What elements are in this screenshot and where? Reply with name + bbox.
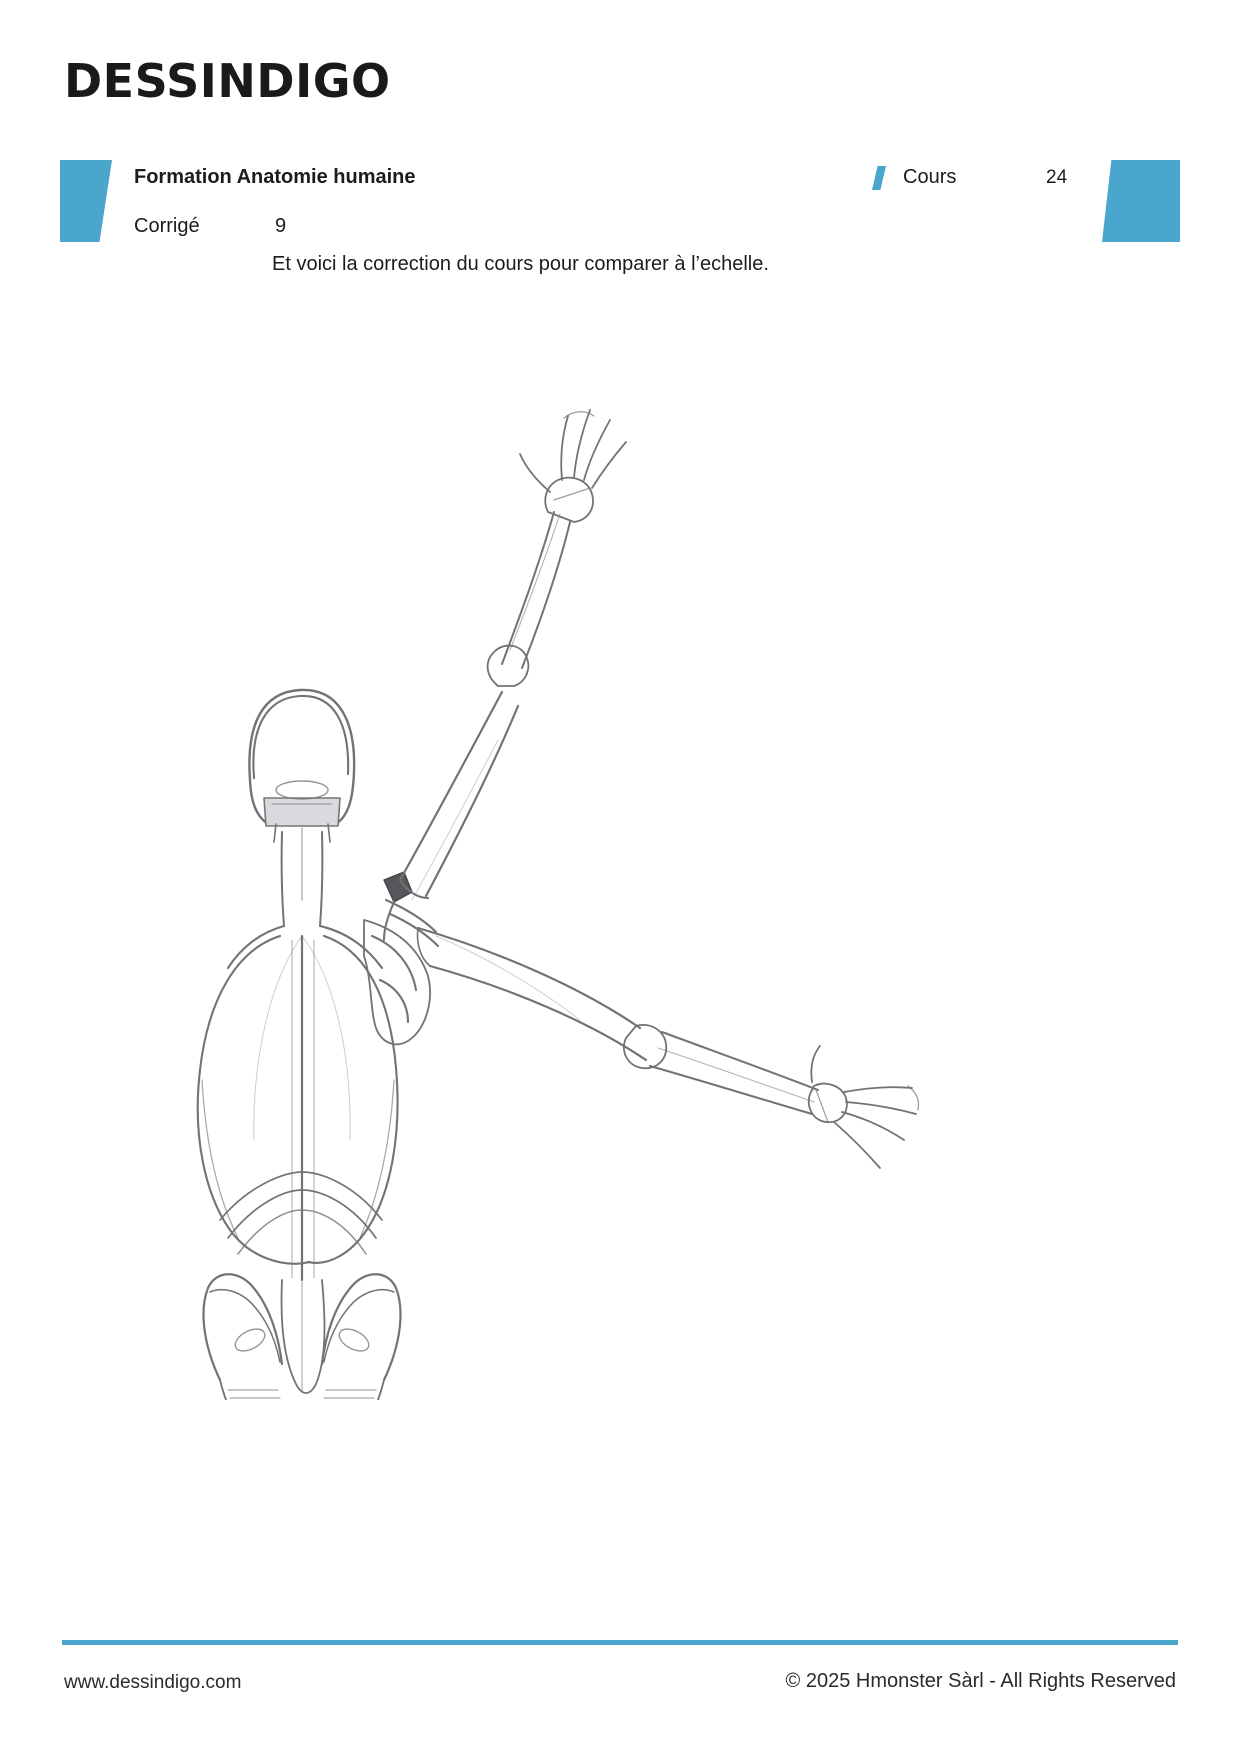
- page-header: [0, 160, 1240, 280]
- footer-copyright: © 2025 Hmonster Sàrl - All Rights Reserved: [785, 1670, 1176, 1692]
- header-accent-shape-left: [60, 160, 112, 242]
- page-number: 24: [1046, 167, 1068, 188]
- header-accent-shape-right: [1102, 160, 1180, 242]
- brand-logo: DESSINDIGO: [64, 54, 391, 108]
- skeleton-sketch-svg: [150, 380, 1090, 1400]
- exercise-label: Corrigé: [134, 215, 200, 237]
- footer-website: www.dessindigo.com: [64, 1672, 242, 1693]
- footer-divider: [62, 1640, 1178, 1645]
- exercise-number: 9: [275, 215, 287, 237]
- section-label: Cours: [903, 166, 957, 188]
- course-title: Formation Anatomie humaine: [134, 166, 416, 188]
- exercise-description: Et voici la correction du cours pour comparer à l’echelle.: [272, 253, 769, 275]
- slash-icon: [872, 166, 886, 190]
- skeleton-sketch-illustration: [150, 380, 1090, 1400]
